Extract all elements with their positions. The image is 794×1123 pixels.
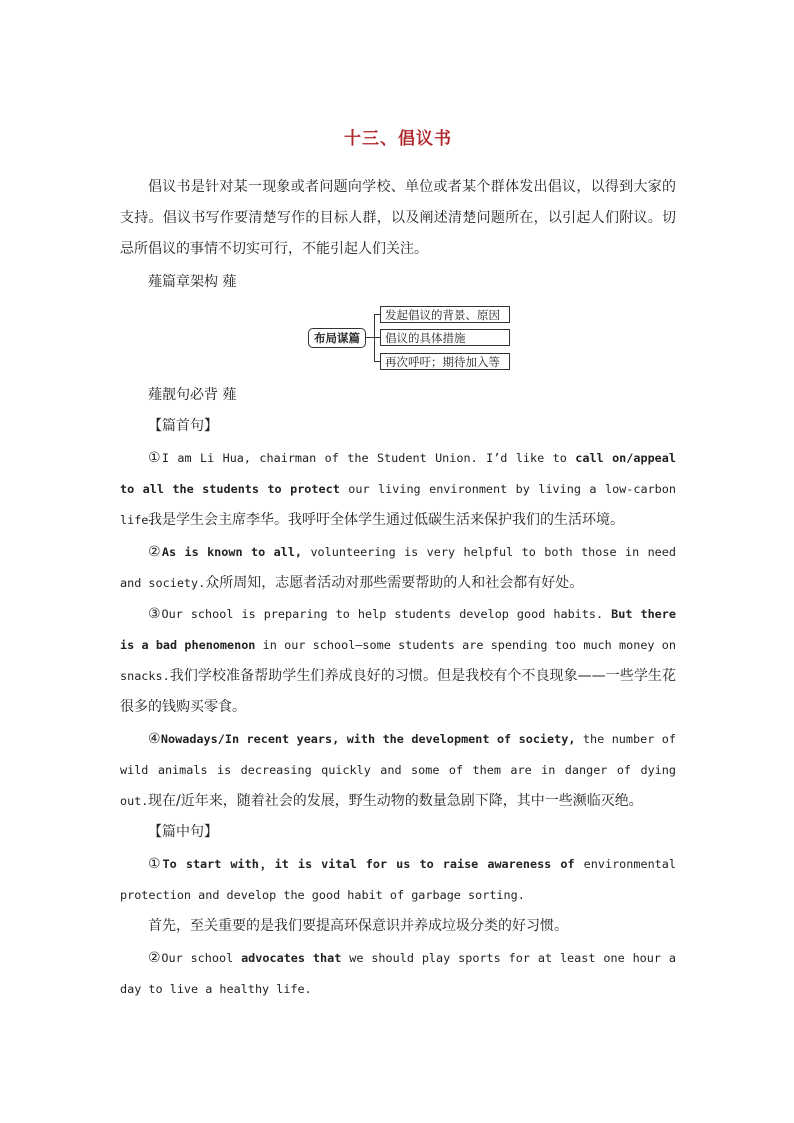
opening-sentence-4-translation: 现在/近年来，随着社会的发展，野生动物的数量急剧下降，其中一些濒临灭绝。: [148, 793, 643, 809]
diagram-root: 布局谋篇: [308, 328, 366, 348]
opening-sentence-3: ③Our school is preparing to help students develop good habits. But there is a bad phenomenon in our school—some students are spending too much money on snacks.我们学校准备帮助学生们养成良好的习惯。但是我校有个不良现象——一些学生花很多的钱购买零食。: [120, 606, 676, 715]
intro-paragraph: 倡议书是针对某一现象或者问题向学校、单位或者某个群体发出倡议，以得到大家的支持。倡议书写作要清楚写作的目标人群，以及阐述清楚问题所在，以引起人们附议。切忌所倡议的事情不切实可行，不能引起人们关注。: [120, 179, 676, 257]
diagram-node-measures: 倡议的具体措施: [380, 329, 510, 346]
middle-sentence-2: ②Our school advocates that we should play sports for at least one hour a day to live a healthy life.: [120, 950, 676, 996]
structure-heading: 薤篇章架构 薤: [148, 274, 237, 290]
middle-sentence-1: ①To start with，it is vital for us to raise awareness of environmental protection and develop the good habit of garbage sorting.: [120, 856, 676, 902]
opening-sentence-2: ②As is known to all, volunteering is very helpful to both those in need and society.众所周知，志愿者活动对那些需要帮助的人和社会都有好处。: [120, 544, 676, 591]
structure-diagram: [308, 303, 514, 371]
diagram-connector: [366, 337, 374, 338]
diagram-node-call: 再次呼吁；期待加入等: [380, 353, 510, 370]
opening-sentences-label: 【篇首句】: [148, 418, 218, 434]
page-title: 十三、倡议书: [344, 129, 452, 149]
sentences-heading: 薤靓句必背 薤: [148, 387, 237, 403]
middle-sentence-1-translation: 首先，至关重要的是我们要提高环保意识并养成垃圾分类的好习惯。: [148, 918, 568, 934]
diagram-node-background: 发起倡议的背景、原因: [380, 306, 510, 323]
opening-sentence-4: ④Nowadays/In recent years, with the development of society, the number of wild animals is decreasing quickly and some of them are in danger of dying out.: [120, 731, 676, 808]
opening-sentence-1: ①I am Li Hua, chairman of the Student Union. I’d like to call on/appeal to all the students to protect our living environment by living a low-carbon life.: [120, 450, 676, 527]
middle-sentences-label: 【篇中句】: [148, 824, 218, 840]
opening-sentence-1-translation: 我是学生会主席李华。我呼吁全体学生通过低碳生活来保护我们的生活环境。: [148, 512, 624, 528]
